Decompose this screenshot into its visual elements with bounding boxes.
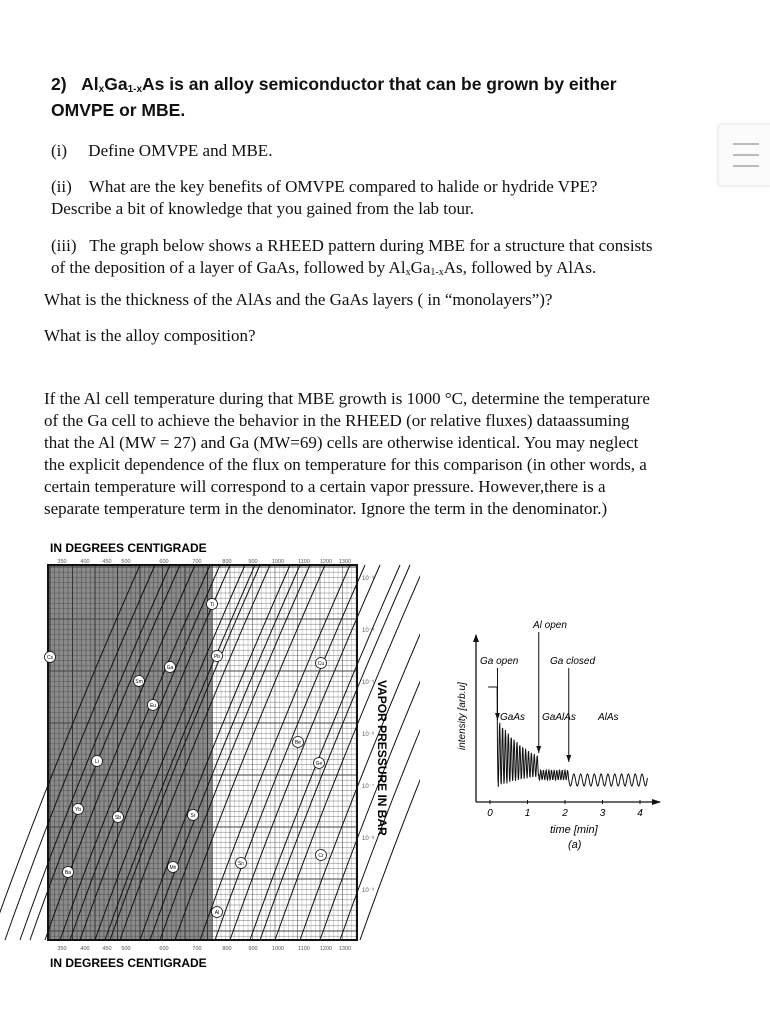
x-tick-label: 1000 — [271, 559, 285, 565]
intensity-label: intensity [arb.u] — [457, 682, 468, 750]
curve-label: Ge — [315, 761, 323, 767]
region-label: GaAs — [500, 712, 526, 723]
curve-label: Yb — [74, 807, 82, 813]
event-label: Ga closed — [550, 656, 596, 667]
x-tick-label: 500 — [121, 946, 131, 952]
problem-paragraph: If the Al cell temperature during that MBE growth is 1000 °C, determine the temperature of the Ga cell to achieve the behavior in the RHEED (or relative fluxes) dataassuming that the Al (MW = 27) and Ga (MW=69) cells are otherwise identical. You may neglect the explicit dependence of the flux on temperature for this comparison (in other words, a certain temperature will correspond to a certain vapor pressure. However,there is a separate temperature term in the denominator. Ignore the term in the denominator.) — [44, 389, 650, 518]
x-tick-label: 900 — [248, 946, 258, 952]
rheed-signal — [488, 687, 647, 787]
x-tick-label: 700 — [192, 559, 202, 565]
curve-label: Eu — [149, 703, 157, 709]
arrow-head — [566, 755, 571, 762]
x-tick-label: 3 — [599, 808, 606, 819]
x-tick-label: 600 — [159, 946, 169, 952]
x-tick-label: 1300 — [338, 946, 352, 952]
curve-label: Sr — [190, 813, 196, 819]
y-tick-label: 10⁻⁷ — [362, 784, 375, 790]
curve-label: Sn — [237, 861, 245, 867]
x-tick-label: 400 — [80, 946, 90, 952]
x-tick-label: 1200 — [319, 946, 333, 952]
x-tick-label: 1 — [524, 808, 531, 819]
y-tick-label: 10⁻⁹ — [362, 888, 375, 894]
curve-label: Ba — [64, 870, 72, 876]
part-iii: (iii) The graph below shows a RHEED pattern during MBE for a structure that consists of the deposition of a layer of GaAs, followed by $Al_xGa_{1-x}As$, followed by AlAs. — [51, 236, 653, 278]
curve-label: Be — [294, 740, 302, 746]
y-tick-label: 10⁻⁵ — [362, 680, 375, 686]
arrow-head — [536, 746, 541, 753]
x-tick-label: 800 — [222, 559, 232, 565]
chart-title-top: IN DEGREES CENTIGRADE — [50, 541, 207, 555]
question-thickness: What is the thickness of the AlAs and the GaAs layers ( in “monolayers”)? — [44, 290, 553, 309]
x-tick-label: 450 — [102, 946, 112, 952]
x-tick-label: 1000 — [271, 946, 285, 952]
menu-line — [733, 165, 759, 167]
y-tick-label: 10⁻⁴ — [362, 628, 375, 634]
event-label: Ga open — [480, 656, 519, 667]
menu-line — [733, 154, 759, 156]
x-tick-label: 0 — [487, 808, 493, 819]
curve-label: Sb — [114, 815, 122, 821]
x-tick-label: 600 — [159, 559, 169, 565]
curve-label: Pb — [213, 654, 221, 660]
caption: (a) — [568, 839, 582, 851]
y-axis-label: VAPOR PRESSURE IN BAR — [375, 680, 389, 836]
question-title: 2) $Al_xGa_{1-x}As$ is an alloy semiconductor that can be grown by either OMVPE or MBE. — [51, 74, 617, 120]
region-label: GaAlAs — [542, 712, 576, 723]
x-tick-label: 800 — [222, 946, 232, 952]
x-tick-label: 2 — [562, 808, 568, 819]
part-ii: (ii) What are the key benefits of OMVPE compared to halide or hydride VPE? Describe a bit of knowledge that you gained from the lab tour. — [51, 177, 598, 218]
curve-label: Ga — [166, 665, 174, 671]
chart-title-bottom: IN DEGREES CENTIGRADE — [50, 956, 207, 970]
question-composition: What is the alloy composition? — [44, 326, 256, 345]
y-tick-label: 10⁻⁸ — [362, 836, 375, 842]
x-tick-label: 400 — [80, 559, 90, 565]
curve-label: Cs — [46, 655, 54, 661]
x-tick-label: 900 — [248, 559, 258, 565]
vapor-curve — [275, 565, 420, 940]
x-tick-label: 700 — [192, 946, 202, 952]
curve-label: Sm — [135, 679, 143, 685]
side-menu-button[interactable] — [718, 124, 770, 186]
x-tick-label: 1100 — [298, 559, 310, 565]
x-tick-label: 450 — [102, 559, 112, 565]
region-label: AlAs — [598, 712, 619, 723]
curve-label: Cr — [318, 853, 324, 859]
curve-label: Li — [95, 759, 99, 765]
event-label: Al open — [533, 620, 567, 631]
x-tick-label: 1200 — [319, 559, 333, 565]
curve-label: Mn — [169, 865, 177, 871]
menu-lines-icon — [733, 143, 759, 145]
curve-label: Cu — [317, 661, 325, 667]
x-tick-label: 350 — [57, 559, 67, 565]
vapor-pressure-chart — [0, 540, 420, 980]
part-i: (i) Define OMVPE and MBE. — [51, 141, 273, 160]
curve-label: Al — [214, 910, 220, 916]
x-tick-label: 1100 — [298, 946, 310, 952]
rheed-chart — [440, 610, 680, 860]
y-tick-label: 10⁻³ — [362, 576, 374, 582]
x-tick-label: 1300 — [338, 559, 352, 565]
time-label: time [min] — [550, 824, 598, 836]
x-tick-label: 500 — [121, 559, 131, 565]
x-tick-label: 350 — [57, 946, 67, 952]
y-tick-label: 10⁻⁶ — [362, 732, 375, 738]
curve-label: Ti — [210, 602, 214, 608]
x-tick-label: 4 — [637, 808, 643, 819]
